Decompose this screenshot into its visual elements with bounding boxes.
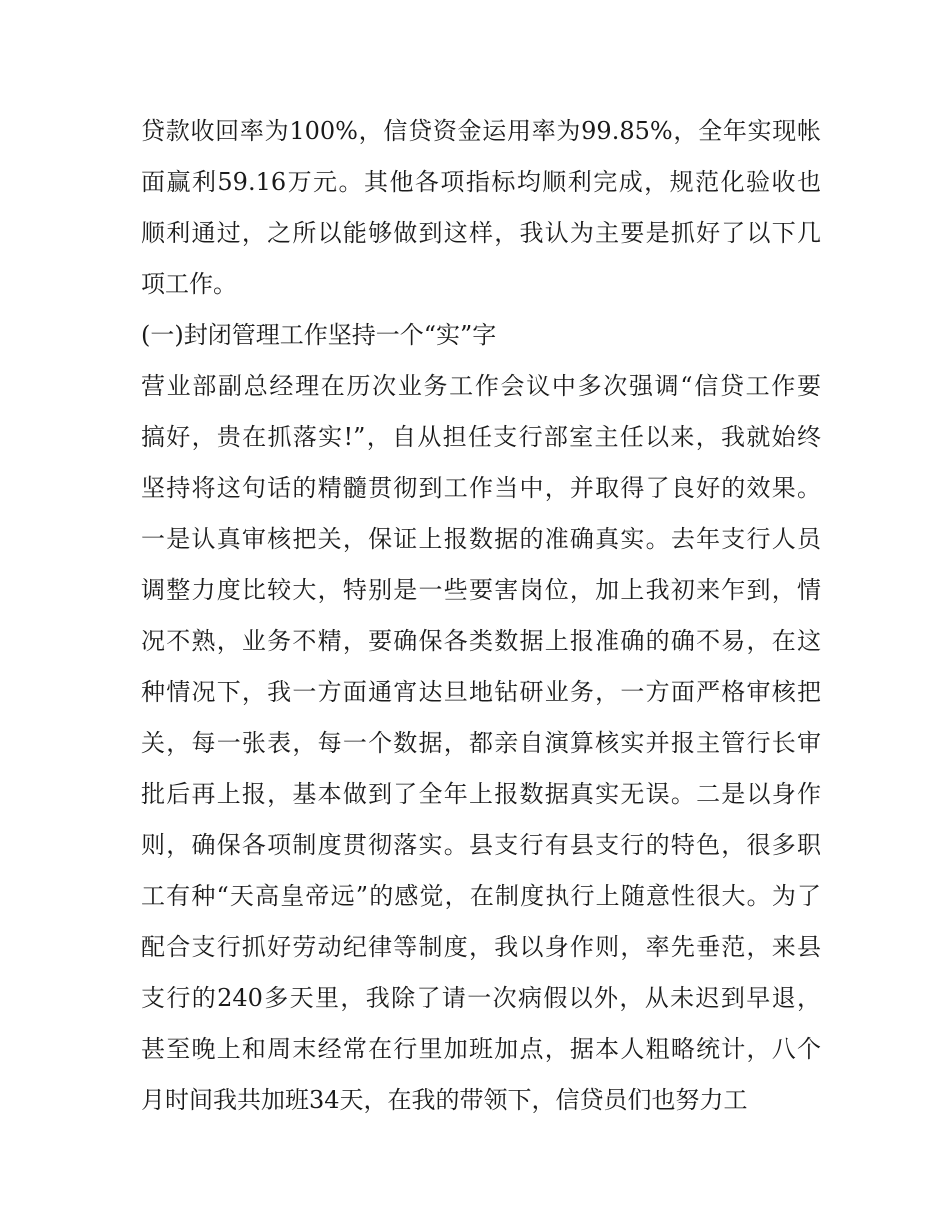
text-line: 配合支行抓好劳动纪律等制度，我以身作则，率先垂范，来县: [141, 933, 821, 961]
text-line: 贷款收回率为100%，信贷资金运用率为99.85%，全年实现帐: [141, 117, 821, 145]
document-body: [141, 106, 821, 1126]
text-line: 营业部副总经理在历次业务工作会议中多次强调“信贷工作要: [141, 372, 821, 400]
text-line: 种情况下，我一方面通宵达旦地钻研业务，一方面严格审核把: [141, 678, 821, 706]
text-line: 调整力度比较大，特别是一些要害岗位，加上我初来乍到，情: [141, 576, 821, 604]
text-line: 则，确保各项制度贯彻落实。县支行有县支行的特色，很多职: [141, 831, 821, 859]
text-line: 面赢利59.16万元。其他各项指标均顺利完成，规范化验收也: [141, 168, 821, 196]
text-line: 批后再上报，基本做到了全年上报数据真实无误。二是以身作: [141, 780, 821, 808]
text-line: 甚至晚上和周末经常在行里加班加点，据本人粗略统计，八个: [141, 1035, 821, 1063]
text-line: 一是认真审核把关，保证上报数据的准确真实。去年支行人员: [141, 525, 821, 553]
text-line: 坚持将这句话的精髓贯彻到工作当中，并取得了良好的效果。: [141, 474, 821, 502]
text-line: 项工作。: [141, 270, 237, 298]
text-line: 顺利通过，之所以能够做到这样，我认为主要是抓好了以下几: [141, 219, 821, 247]
text-line: 月时间我共加班34天，在我的带领下，信贷员们也努力工: [141, 1086, 748, 1114]
text-line: 支行的240多天里，我除了请一次病假以外，从未迟到早退，: [141, 984, 821, 1012]
text-line: 关，每一张表，每一个数据，都亲自演算核实并报主管行长审: [141, 729, 821, 757]
text-line: 工有种“天高皇帝远”的感觉，在制度执行上随意性很大。为了: [141, 882, 821, 910]
section-heading: (一)封闭管理工作坚持一个“实”字: [141, 321, 497, 349]
text-line: 搞好，贵在抓落实!”，自从担任支行部室主任以来，我就始终: [141, 423, 821, 451]
text-line: 况不熟，业务不精，要确保各类数据上报准确的确不易，在这: [141, 627, 821, 655]
